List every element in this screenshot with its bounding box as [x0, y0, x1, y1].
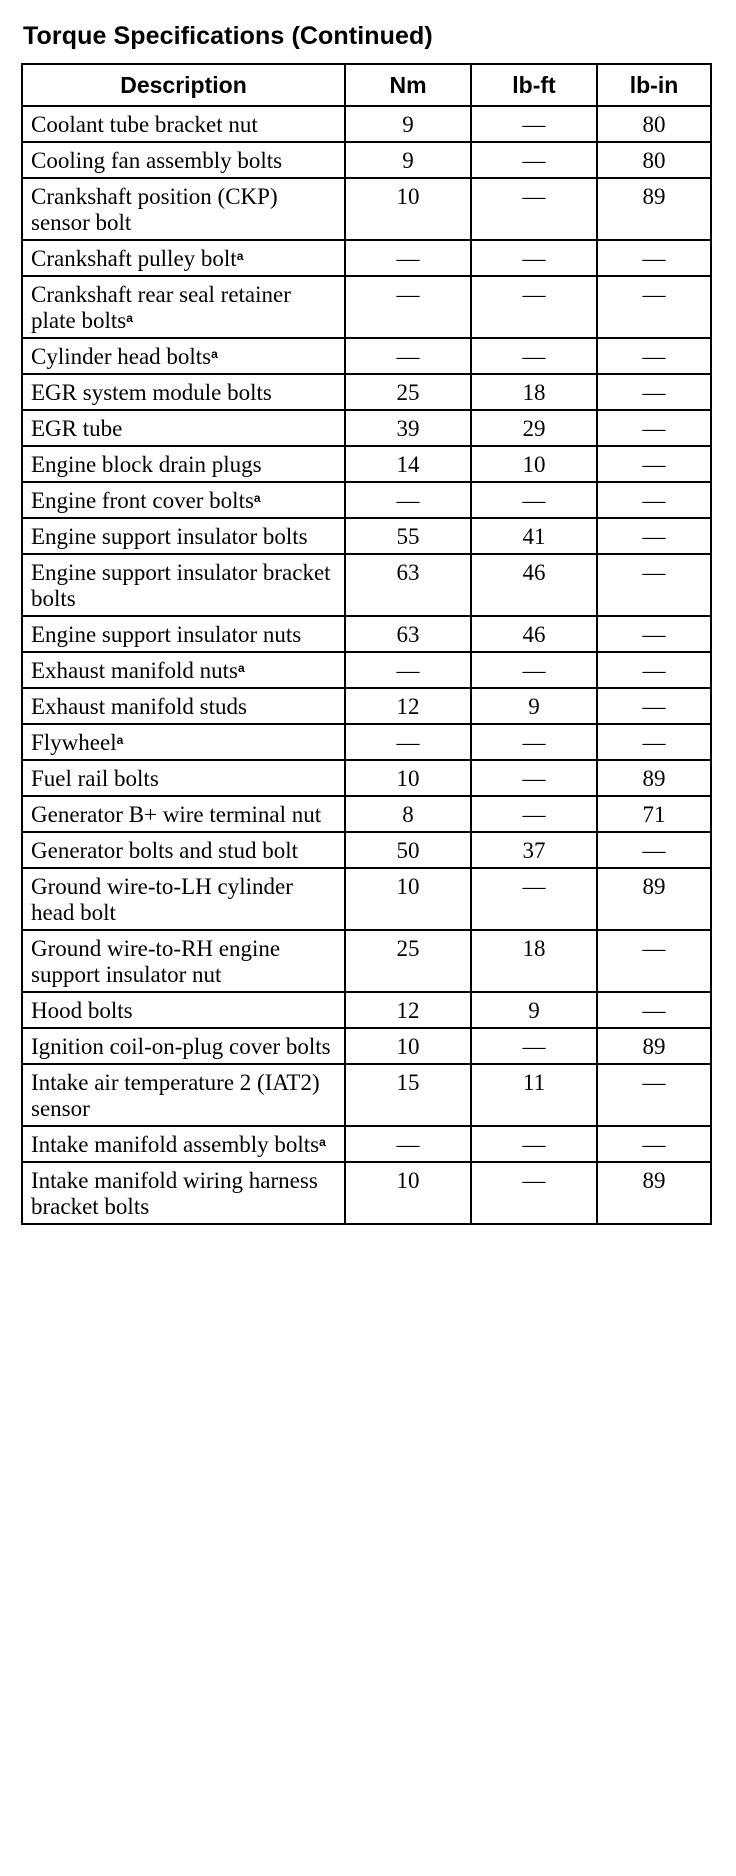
cell-lb-ft: 46 [471, 616, 597, 652]
cell-nm: — [345, 240, 471, 276]
description-text: Engine block drain plugs [31, 452, 262, 477]
cell-description [22, 1064, 345, 1126]
cell-description [22, 482, 345, 518]
description-text: Cooling fan assembly bolts [31, 148, 283, 173]
cell-nm: 25 [345, 374, 471, 410]
cell-lb-in: 80 [597, 142, 711, 178]
cell-nm: 50 [345, 832, 471, 868]
cell-nm: 14 [345, 446, 471, 482]
cell-lb-in: 89 [597, 1162, 711, 1224]
cell-lb-ft: 10 [471, 446, 597, 482]
cell-description [22, 652, 345, 688]
cell-nm: — [345, 724, 471, 760]
description-text: Coolant tube bracket nut [31, 112, 258, 137]
cell-lb-in: — [597, 446, 711, 482]
description-text: Fuel rail bolts [31, 766, 159, 791]
cell-lb-in: — [597, 616, 711, 652]
cell-lb-in: — [597, 276, 711, 338]
description-text: Crankshaft pulley bolt [31, 246, 237, 271]
cell-nm: 10 [345, 178, 471, 240]
description-text: Intake air temperature 2 (IAT2) sensor [31, 1070, 320, 1121]
cell-lb-ft: — [471, 724, 597, 760]
table-row [22, 1028, 711, 1064]
table-header-row [22, 64, 711, 106]
description-text: Intake manifold wiring harness bracket bolts [31, 1168, 318, 1219]
cell-description [22, 1028, 345, 1064]
cell-nm: 9 [345, 142, 471, 178]
cell-lb-in: 71 [597, 796, 711, 832]
description-text: Crankshaft position (CKP) sensor bolt [31, 184, 278, 235]
table-row [22, 1162, 711, 1224]
cell-lb-ft: — [471, 482, 597, 518]
table-row [22, 616, 711, 652]
cell-description [22, 446, 345, 482]
cell-lb-in: — [597, 652, 711, 688]
cell-nm: 63 [345, 554, 471, 616]
cell-nm: 8 [345, 796, 471, 832]
cell-lb-ft: 46 [471, 554, 597, 616]
description-text: Exhaust manifold nuts [31, 658, 238, 683]
footnote-marker: a [126, 311, 133, 325]
cell-description [22, 178, 345, 240]
cell-lb-in: — [597, 410, 711, 446]
cell-lb-in: — [597, 992, 711, 1028]
cell-lb-in: 89 [597, 178, 711, 240]
cell-nm: — [345, 338, 471, 374]
header-lb-in: lb-in [597, 64, 711, 106]
cell-lb-ft: — [471, 142, 597, 178]
cell-description [22, 688, 345, 724]
cell-lb-ft: — [471, 868, 597, 930]
cell-description [22, 410, 345, 446]
table-row [22, 338, 711, 374]
cell-lb-in: — [597, 374, 711, 410]
cell-lb-in: — [597, 482, 711, 518]
cell-lb-ft: — [471, 106, 597, 142]
cell-lb-ft: — [471, 796, 597, 832]
cell-description [22, 1162, 345, 1224]
description-text: Engine front cover bolts [31, 488, 254, 513]
cell-description [22, 760, 345, 796]
cell-nm: — [345, 652, 471, 688]
cell-lb-in: 80 [597, 106, 711, 142]
footnote-marker: a [319, 1135, 326, 1149]
cell-lb-in: — [597, 688, 711, 724]
table-row [22, 930, 711, 992]
description-text: Crankshaft rear seal retainer plate bolts [31, 282, 291, 333]
description-text: Ground wire-to-RH engine support insulator nut [31, 936, 281, 987]
cell-nm: — [345, 482, 471, 518]
cell-nm: 12 [345, 688, 471, 724]
cell-lb-in: 89 [597, 868, 711, 930]
cell-lb-ft: — [471, 338, 597, 374]
cell-description [22, 796, 345, 832]
header-lb-ft: lb-ft [471, 64, 597, 106]
table-row [22, 374, 711, 410]
table-row [22, 482, 711, 518]
header-nm: Nm [345, 64, 471, 106]
cell-description [22, 1126, 345, 1162]
table-row [22, 832, 711, 868]
table-row [22, 724, 711, 760]
table-row [22, 106, 711, 142]
table-row [22, 446, 711, 482]
description-text: Intake manifold assembly bolts [31, 1132, 320, 1157]
cell-lb-ft: — [471, 276, 597, 338]
description-text: Cylinder head bolts [31, 344, 212, 369]
table-row [22, 992, 711, 1028]
cell-lb-in: 89 [597, 1028, 711, 1064]
cell-description [22, 930, 345, 992]
cell-lb-ft: 18 [471, 930, 597, 992]
table-row [22, 518, 711, 554]
cell-description [22, 374, 345, 410]
table-row [22, 240, 711, 276]
description-text: Generator bolts and stud bolt [31, 838, 299, 863]
cell-description [22, 554, 345, 616]
cell-lb-in: — [597, 832, 711, 868]
cell-lb-in: — [597, 1064, 711, 1126]
cell-nm: 10 [345, 1028, 471, 1064]
table-row [22, 760, 711, 796]
description-text: Hood bolts [31, 998, 133, 1023]
page-title: Torque Specifications (Continued) [23, 22, 433, 50]
cell-nm: 9 [345, 106, 471, 142]
cell-description [22, 338, 345, 374]
description-text: Ground wire-to-LH cylinder head bolt [31, 874, 293, 925]
document-page [18, 22, 718, 1225]
cell-lb-in: — [597, 724, 711, 760]
table-row [22, 554, 711, 616]
table-row [22, 276, 711, 338]
torque-spec-table [21, 63, 712, 1225]
cell-lb-ft: 41 [471, 518, 597, 554]
table-row [22, 1126, 711, 1162]
cell-lb-ft: 37 [471, 832, 597, 868]
cell-lb-ft: 9 [471, 688, 597, 724]
description-text: Engine support insulator nuts [31, 622, 302, 647]
cell-description [22, 240, 345, 276]
cell-lb-in: — [597, 930, 711, 992]
cell-nm: — [345, 1126, 471, 1162]
cell-description [22, 142, 345, 178]
description-text: EGR system module bolts [31, 380, 272, 405]
cell-lb-in: 89 [597, 760, 711, 796]
cell-description [22, 868, 345, 930]
cell-nm: 10 [345, 1162, 471, 1224]
description-text: Flywheel [31, 730, 117, 755]
description-text: Ignition coil-on-plug cover bolts [31, 1034, 331, 1059]
cell-lb-in: — [597, 338, 711, 374]
cell-lb-ft: — [471, 1162, 597, 1224]
footnote-marker: a [253, 491, 261, 505]
cell-lb-ft: 9 [471, 992, 597, 1028]
description-text: Engine support insulator bracket bolts [31, 560, 331, 611]
cell-nm: 10 [345, 868, 471, 930]
description-text: EGR tube [31, 416, 123, 441]
footnote-marker: a [236, 249, 244, 263]
table-row [22, 796, 711, 832]
cell-nm: 55 [345, 518, 471, 554]
cell-lb-ft: 18 [471, 374, 597, 410]
cell-description [22, 724, 345, 760]
table-row [22, 178, 711, 240]
description-text: Generator B+ wire terminal nut [31, 802, 322, 827]
cell-nm: — [345, 276, 471, 338]
cell-lb-ft: — [471, 240, 597, 276]
cell-lb-ft: — [471, 1126, 597, 1162]
description-text: Engine support insulator bolts [31, 524, 308, 549]
cell-lb-in: — [597, 554, 711, 616]
table-row [22, 142, 711, 178]
cell-lb-in: — [597, 240, 711, 276]
cell-lb-ft: — [471, 1028, 597, 1064]
cell-description [22, 832, 345, 868]
cell-description [22, 276, 345, 338]
cell-description [22, 518, 345, 554]
table-row [22, 410, 711, 446]
table-row [22, 652, 711, 688]
table-row [22, 1064, 711, 1126]
footnote-marker: a [211, 347, 218, 361]
cell-nm: 12 [345, 992, 471, 1028]
header-description: Description [22, 64, 345, 106]
cell-lb-ft: — [471, 760, 597, 796]
cell-lb-ft: — [471, 652, 597, 688]
cell-nm: 10 [345, 760, 471, 796]
cell-lb-in: — [597, 518, 711, 554]
cell-nm: 63 [345, 616, 471, 652]
description-text: Exhaust manifold studs [31, 694, 247, 719]
cell-nm: 15 [345, 1064, 471, 1126]
cell-nm: 39 [345, 410, 471, 446]
cell-nm: 25 [345, 930, 471, 992]
cell-description [22, 992, 345, 1028]
cell-lb-in: — [597, 1126, 711, 1162]
footnote-marker: a [116, 733, 124, 747]
cell-description [22, 616, 345, 652]
cell-lb-ft: 11 [471, 1064, 597, 1126]
cell-lb-ft: — [471, 178, 597, 240]
cell-description [22, 106, 345, 142]
table-row [22, 868, 711, 930]
table-row [22, 688, 711, 724]
footnote-marker: a [237, 661, 245, 675]
cell-lb-ft: 29 [471, 410, 597, 446]
